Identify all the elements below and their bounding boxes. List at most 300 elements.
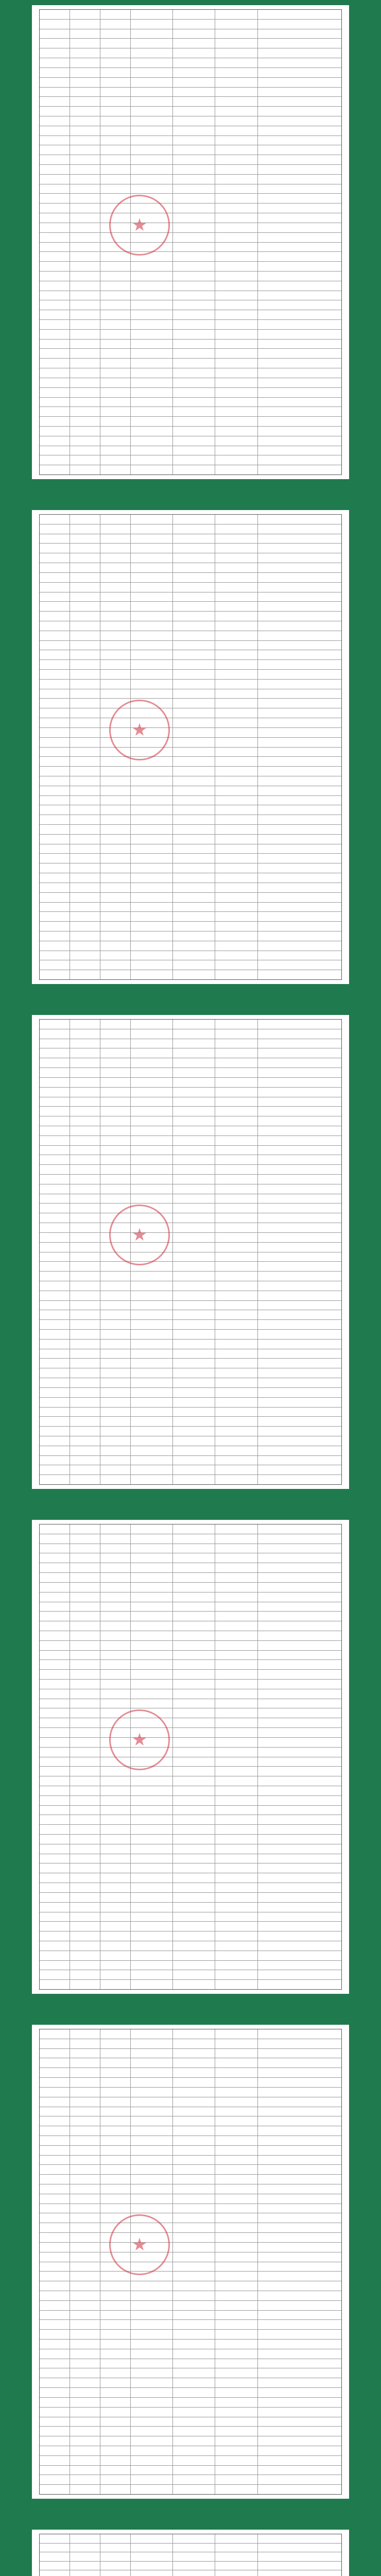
table-row (40, 1223, 341, 1233)
table-cell (100, 1155, 131, 1164)
table-cell (215, 2175, 257, 2184)
table-row (40, 2107, 341, 2117)
table-row (40, 903, 341, 912)
table-cell (173, 960, 215, 970)
table-cell (173, 796, 215, 805)
table-cell (258, 660, 341, 669)
table-cell (215, 2204, 257, 2213)
table-row (40, 1767, 341, 1776)
table-cell (100, 1446, 131, 1455)
table-cell (100, 116, 131, 126)
table-cell (215, 1863, 257, 1873)
table-cell (258, 272, 341, 281)
table-row (40, 10, 341, 20)
table-cell (70, 1660, 100, 1669)
table-cell (131, 1340, 173, 1349)
table-cell (258, 1844, 341, 1854)
table-cell (131, 1398, 173, 1407)
table-row (40, 2534, 341, 2544)
table-cell (70, 349, 100, 358)
table-row (40, 1806, 341, 1816)
table-cell (100, 1097, 131, 1107)
table-cell (100, 1029, 131, 1039)
table-cell (258, 1039, 341, 1048)
table-cell (131, 1252, 173, 1262)
table-cell (100, 2204, 131, 2213)
table-cell (258, 1223, 341, 1232)
table-row (40, 2359, 341, 2369)
table-cell (70, 602, 100, 611)
table-cell (258, 1107, 341, 1116)
table-cell (131, 903, 173, 912)
table-cell (215, 1961, 257, 1970)
table-cell (173, 291, 215, 300)
table-cell (40, 757, 70, 766)
table-cell (100, 2534, 131, 2543)
table-cell (100, 815, 131, 824)
table-cell (173, 455, 215, 465)
table-cell (70, 1806, 100, 1815)
table-cell (131, 455, 173, 465)
table-row (40, 1970, 341, 1980)
table-cell (215, 1213, 257, 1223)
table-cell (131, 2466, 173, 2475)
table-row (40, 2475, 341, 2485)
table-cell (131, 1427, 173, 1436)
table-cell (100, 748, 131, 757)
table-cell (70, 2223, 100, 2232)
table-cell (100, 252, 131, 261)
table-cell (215, 233, 257, 242)
table-cell (100, 2340, 131, 2349)
table-cell (173, 786, 215, 795)
table-cell (131, 1815, 173, 1824)
table-cell (215, 1320, 257, 1329)
table-row (40, 1534, 341, 1544)
table-row (40, 767, 341, 776)
table-cell (40, 2475, 70, 2484)
table-cell (215, 2378, 257, 2387)
table-cell (173, 650, 215, 659)
table-cell (100, 1660, 131, 1669)
table-cell (40, 2417, 70, 2427)
table-cell (40, 931, 70, 941)
table-cell (131, 2436, 173, 2446)
table-cell (173, 641, 215, 650)
table-cell (258, 573, 341, 582)
table-cell (70, 39, 100, 48)
table-row (40, 2029, 341, 2039)
table-cell (215, 2544, 257, 2552)
table-cell (173, 1602, 215, 1612)
table-cell (131, 2058, 173, 2067)
table-cell (258, 1136, 341, 1145)
table-cell (258, 2136, 341, 2145)
table-cell (173, 2126, 215, 2136)
table-cell (40, 368, 70, 378)
table-cell (131, 960, 173, 970)
table-cell (215, 1252, 257, 1262)
table-cell (215, 612, 257, 621)
table-row (40, 2116, 341, 2126)
table-cell (70, 1563, 100, 1572)
table-cell (215, 1806, 257, 1815)
table-cell (40, 602, 70, 611)
table-cell (258, 1388, 341, 1397)
table-cell (131, 1806, 173, 1815)
table-row (40, 863, 341, 873)
table-cell (258, 88, 341, 97)
table-cell (173, 1708, 215, 1718)
table-cell (173, 1776, 215, 1786)
table-row (40, 1660, 341, 1670)
table-row (40, 922, 341, 931)
table-cell (258, 427, 341, 436)
table-cell (173, 863, 215, 873)
table-cell (40, 2330, 70, 2339)
table-cell (258, 922, 341, 931)
table-cell (70, 10, 100, 19)
table-cell (100, 1408, 131, 1417)
table-cell (215, 1465, 257, 1475)
table-cell (100, 1767, 131, 1776)
table-cell (40, 1815, 70, 1824)
table-cell (131, 1563, 173, 1572)
table-cell (173, 583, 215, 592)
table-cell (131, 922, 173, 931)
table-cell (100, 844, 131, 854)
table-row (40, 602, 341, 612)
table-cell (215, 2301, 257, 2310)
table-cell (215, 1708, 257, 1718)
table-row (40, 708, 341, 718)
table-cell (173, 68, 215, 77)
table-cell (173, 1980, 215, 1989)
table-cell (258, 699, 341, 708)
table-row (40, 1553, 341, 1563)
table-cell (70, 912, 100, 921)
table-cell (215, 1029, 257, 1039)
table-cell (131, 563, 173, 572)
table-cell (258, 2097, 341, 2107)
table-cell (173, 1078, 215, 1087)
table-cell (173, 553, 215, 563)
table-cell (215, 58, 257, 67)
table-cell (131, 2136, 173, 2145)
table-cell (70, 583, 100, 592)
table-row (40, 58, 341, 68)
table-cell (100, 1088, 131, 1097)
table-row (40, 805, 341, 815)
table-cell (215, 1368, 257, 1378)
table-cell (40, 2311, 70, 2320)
table-cell (40, 728, 70, 737)
table-cell (215, 854, 257, 863)
table-cell (40, 213, 70, 223)
table-row (40, 310, 341, 320)
table-cell (100, 2485, 131, 2494)
table-cell (40, 1592, 70, 1602)
table-row (40, 1126, 341, 1136)
table-cell (70, 1310, 100, 1319)
table-cell (215, 1398, 257, 1407)
table-cell (215, 243, 257, 252)
table-cell (258, 708, 341, 718)
table-cell (173, 1718, 215, 1727)
table-cell (131, 2552, 173, 2561)
table-cell (40, 1970, 70, 1979)
table-row (40, 2398, 341, 2408)
table-cell (215, 1359, 257, 1368)
table-cell (173, 1320, 215, 1329)
table-cell (40, 1844, 70, 1854)
table-cell (131, 2116, 173, 2126)
table-cell (70, 145, 100, 155)
table-cell (258, 2243, 341, 2252)
table-cell (173, 1748, 215, 1757)
table-cell (258, 1204, 341, 1213)
table-cell (70, 1116, 100, 1126)
table-cell (70, 2408, 100, 2417)
table-cell (40, 583, 70, 592)
table-cell (173, 515, 215, 524)
table-cell (70, 1136, 100, 1145)
table-cell (40, 291, 70, 300)
table-cell (215, 631, 257, 640)
table-cell (131, 612, 173, 621)
table-cell (40, 718, 70, 727)
table-cell (258, 2223, 341, 2232)
table-cell (131, 300, 173, 310)
document-page (32, 5, 349, 479)
table-cell (215, 1767, 257, 1776)
table-cell (70, 2281, 100, 2291)
table-cell (215, 1408, 257, 1417)
table-cell (70, 262, 100, 271)
table-row (40, 145, 341, 155)
table-cell (131, 175, 173, 184)
table-cell (173, 2427, 215, 2436)
table-cell (258, 2204, 341, 2213)
table-cell (131, 602, 173, 611)
table-cell (100, 941, 131, 951)
table-cell (131, 1602, 173, 1612)
table-cell (131, 1204, 173, 1213)
table-cell (131, 1592, 173, 1602)
table-cell (215, 1873, 257, 1883)
table-cell (215, 436, 257, 446)
table-row (40, 670, 341, 680)
table-cell (70, 116, 100, 126)
table-cell (70, 1961, 100, 1970)
table-cell (173, 1136, 215, 1145)
table-row (40, 1786, 341, 1796)
table-cell (40, 2029, 70, 2039)
table-cell (40, 455, 70, 465)
table-cell (258, 1718, 341, 1727)
table-cell (258, 1272, 341, 1281)
table-cell (173, 670, 215, 679)
table-cell (100, 204, 131, 213)
table-row (40, 455, 341, 465)
table-cell (258, 1863, 341, 1873)
table-cell (131, 2570, 173, 2576)
table-cell (215, 136, 257, 145)
table-row (40, 1757, 341, 1767)
table-cell (173, 2243, 215, 2252)
table-cell (100, 1534, 131, 1544)
table-cell (258, 2058, 341, 2067)
table-cell (40, 2570, 70, 2576)
table-cell (40, 2320, 70, 2329)
table-row (40, 1738, 341, 1748)
table-cell (258, 1660, 341, 1669)
table-cell (131, 39, 173, 48)
table-cell (258, 1262, 341, 1271)
table-cell (100, 10, 131, 19)
table-row (40, 1243, 341, 1252)
table-cell (70, 2116, 100, 2126)
table-cell (173, 2388, 215, 2397)
table-cell (131, 2291, 173, 2300)
table-cell (131, 1078, 173, 1087)
table-cell (258, 1456, 341, 1465)
table-cell (258, 1708, 341, 1718)
table-cell (131, 2408, 173, 2417)
table-row (40, 1893, 341, 1903)
table-cell (70, 2427, 100, 2436)
table-cell (258, 1475, 341, 1484)
table-cell (70, 243, 100, 252)
table-cell (100, 951, 131, 960)
table-cell (173, 757, 215, 766)
table-cell (215, 1097, 257, 1107)
table-row (40, 844, 341, 854)
table-cell (70, 2291, 100, 2300)
table-cell (131, 873, 173, 883)
table-row (40, 340, 341, 349)
table-cell (215, 2436, 257, 2446)
table-cell (173, 2252, 215, 2262)
table-cell (100, 1465, 131, 1475)
table-cell (215, 78, 257, 87)
table-cell (173, 1680, 215, 1689)
table-cell (173, 2223, 215, 2232)
table-row (40, 524, 341, 534)
table-cell (258, 2049, 341, 2058)
table-cell (70, 524, 100, 534)
table-cell (173, 2320, 215, 2329)
table-cell (173, 708, 215, 718)
table-cell (70, 1544, 100, 1553)
table-cell (70, 631, 100, 640)
table-cell (215, 2456, 257, 2465)
table-cell (131, 1359, 173, 1368)
table-cell (100, 1417, 131, 1426)
table-cell (215, 1146, 257, 1155)
table-cell (40, 2427, 70, 2436)
table-cell (131, 2068, 173, 2077)
table-cell (100, 1427, 131, 1436)
table-cell (258, 534, 341, 544)
table-cell (100, 922, 131, 931)
table-cell (258, 1398, 341, 1407)
table-cell (100, 1039, 131, 1048)
table-cell (215, 1078, 257, 1087)
table-cell (131, 78, 173, 87)
table-row (40, 29, 341, 39)
table-row (40, 2378, 341, 2388)
table-cell (70, 1223, 100, 1232)
table-row (40, 1378, 341, 1388)
table-cell (100, 670, 131, 679)
table-cell (70, 1465, 100, 1475)
table-row (40, 378, 341, 388)
table-cell (215, 931, 257, 941)
table-cell (100, 1563, 131, 1572)
table-cell (173, 175, 215, 184)
table-cell (40, 776, 70, 786)
table-cell (173, 922, 215, 931)
table-cell (258, 116, 341, 126)
table-cell (258, 1680, 341, 1689)
table-row (40, 2175, 341, 2184)
table-row (40, 2039, 341, 2049)
table-cell (173, 1912, 215, 1922)
table-cell (70, 1612, 100, 1621)
table-cell (258, 2388, 341, 2397)
table-cell (131, 88, 173, 97)
table-cell (100, 2562, 131, 2570)
table-cell (70, 2136, 100, 2145)
table-cell (131, 1660, 173, 1669)
table-cell (40, 2107, 70, 2116)
table-cell (258, 97, 341, 106)
table-cell (258, 2349, 341, 2359)
table-cell (70, 863, 100, 873)
table-row (40, 2427, 341, 2436)
table-cell (100, 300, 131, 310)
table-cell (131, 1020, 173, 1029)
table-cell (100, 2378, 131, 2387)
table-cell (258, 455, 341, 465)
table-cell (40, 1708, 70, 1718)
table-cell (131, 2311, 173, 2320)
table-cell (258, 805, 341, 815)
table-cell (70, 1107, 100, 1116)
table-cell (70, 699, 100, 708)
table-cell (131, 1863, 173, 1873)
table-cell (131, 573, 173, 582)
table-row (40, 2097, 341, 2107)
table-cell (100, 1825, 131, 1834)
table-cell (215, 1136, 257, 1145)
table-cell (131, 2320, 173, 2329)
table-cell (131, 1136, 173, 1145)
table-cell (173, 1863, 215, 1873)
table-cell (40, 2368, 70, 2378)
table-cell (258, 136, 341, 145)
table-cell (258, 1592, 341, 1602)
table-cell (100, 689, 131, 699)
table-cell (40, 2156, 70, 2165)
table-cell (70, 2570, 100, 2576)
table-cell (215, 922, 257, 931)
table-row (40, 1776, 341, 1786)
table-cell (215, 1291, 257, 1300)
table-cell (258, 796, 341, 805)
table-cell (70, 1359, 100, 1368)
